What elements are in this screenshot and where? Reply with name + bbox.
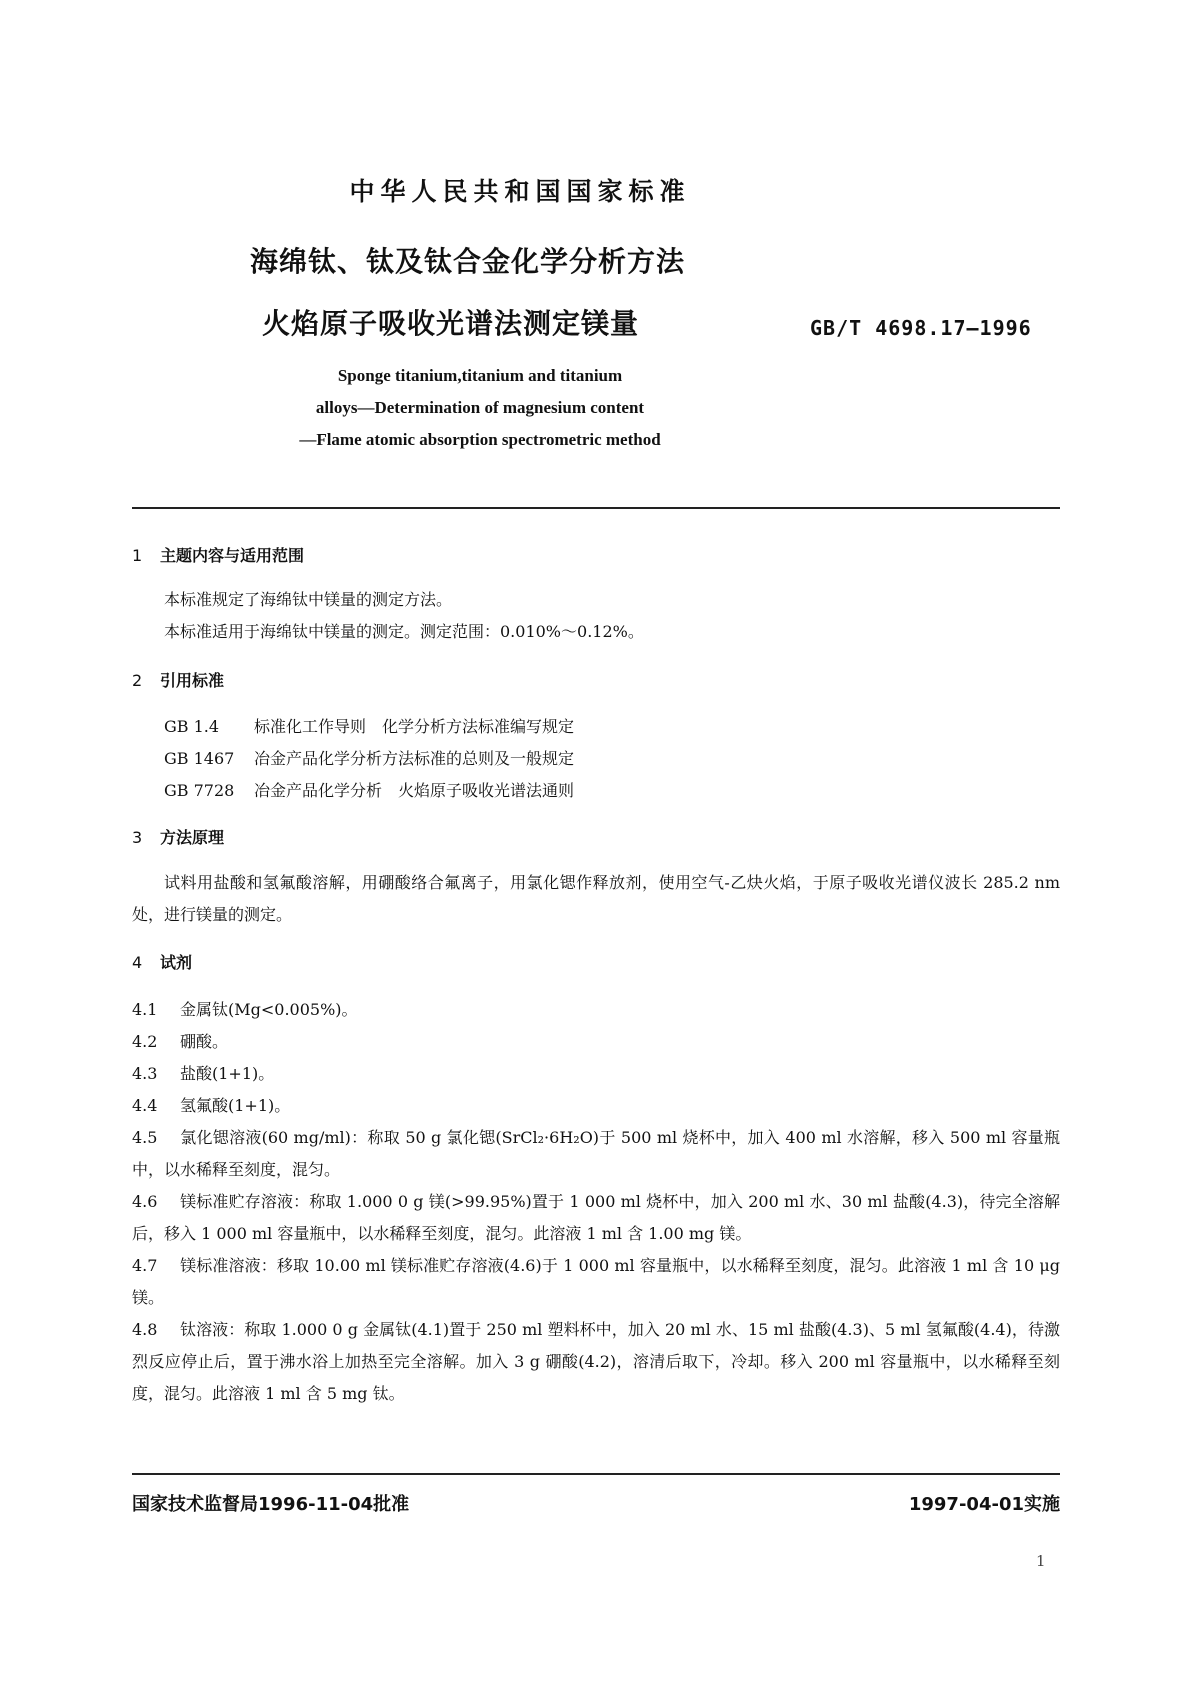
reagent-item: [132, 1026, 1060, 1058]
bottom-divider: [132, 1473, 1060, 1475]
section-title: 主题内容与适用范围: [160, 546, 305, 565]
item-text: 金属钛(Mg<0.005%)。: [180, 1000, 358, 1019]
top-divider: [132, 507, 1060, 509]
section-4-body: [132, 994, 1060, 1410]
paragraph: 本标准规定了海绵钛中镁量的测定方法。: [164, 590, 453, 609]
paragraph: 试料用盐酸和氢氟酸溶解，用硼酸络合氟离子，用氯化锶作释放剂，使用空气-乙炔火焰，于原子吸收光谱仪波长 285.2 nm 处，进行镁量的测定。: [132, 873, 1060, 924]
item-text: 镁标准溶液：移取 10.00 ml 镁标准贮存溶液(4.6)于 1 000 ml 容量瓶中，以水稀释至刻度，混匀。此溶液 1 ml 含 10 μg 镁。: [132, 1256, 1060, 1307]
reagent-item: [132, 1186, 1060, 1250]
reagent-item: [132, 1058, 1060, 1090]
section-number: 4: [132, 953, 143, 972]
standard-number: GB/T 4698.17—1996: [810, 316, 1032, 340]
approval-date: 国家技术监督局1996-11-04批准: [132, 1494, 410, 1515]
item-text: 氯化锶溶液(60 mg/ml)：称取 50 g 氯化锶(SrCl₂·6H₂O)于 500 ml 烧杯中，加入 400 ml 水溶解，移入 500 ml 容量瓶中，以水稀释至刻度，混匀。: [132, 1128, 1060, 1179]
section-3-body: [132, 867, 1060, 931]
reference-item: [132, 743, 1060, 775]
implementation-date: 1997-04-01实施: [908, 1494, 1060, 1515]
title-line-2: 火焰原子吸收光谱法测定镁量: [262, 307, 640, 340]
item-text: 硼酸。: [180, 1032, 229, 1051]
reference-code: GB 1.4: [164, 717, 220, 736]
reference-code: GB 1467: [164, 749, 235, 768]
reference-item: [132, 711, 1060, 743]
section-title: 引用标准: [160, 671, 225, 690]
reference-item: [132, 775, 1060, 807]
national-standard-heading: 中华人民共和国国家标准: [349, 177, 691, 206]
section-number: 2: [132, 671, 143, 690]
item-text: 钛溶液：称取 1.000 0 g 金属钛(4.1)置于 250 ml 塑料杯中，加入 20 ml 水、15 ml 盐酸(4.3)、5 ml 氢氟酸(4.4)，待激烈反应停止后，置于沸水浴上加热至完全溶解。加入 3 g 硼酸(4.2)，溶清后取下，冷却。移入 200 ml 容量瓶中，以水稀释至刻度，混匀。此溶液 1 ml 含 5 mg 钛。: [132, 1320, 1060, 1403]
item-number: 4.1: [132, 1000, 158, 1019]
english-title-line-2: alloys—Determination of magnesium content: [315, 398, 645, 417]
section-title: 方法原理: [160, 828, 225, 847]
section-1-heading: [132, 543, 304, 566]
reference-title: 冶金产品化学分析 火焰原子吸收光谱法通则: [254, 781, 575, 800]
section-number: 3: [132, 828, 143, 847]
item-number: 4.2: [132, 1032, 158, 1051]
paragraph: 本标准适用于海绵钛中镁量的测定。测定范围：0.010%～0.12%。: [164, 622, 644, 641]
item-text: 氢氟酸(1+1)。: [180, 1096, 291, 1115]
reference-code: GB 7728: [164, 781, 235, 800]
section-1-body: [132, 584, 1060, 648]
english-title-line-3: —Flame atomic absorption spectrometric method: [299, 430, 661, 449]
item-text: 盐酸(1+1)。: [180, 1064, 275, 1083]
section-2-body: [132, 711, 1060, 807]
section-number: 1: [132, 546, 143, 565]
item-number: 4.3: [132, 1064, 158, 1083]
item-number: 4.8: [132, 1320, 158, 1339]
reagent-item: [132, 1314, 1060, 1410]
item-number: 4.5: [132, 1128, 158, 1147]
section-4-heading: [132, 950, 192, 973]
section-2-heading: [132, 668, 224, 691]
reagent-item: [132, 1250, 1060, 1314]
item-text: 镁标准贮存溶液：称取 1.000 0 g 镁(>99.95%)置于 1 000 ml 烧杯中，加入 200 ml 水、30 ml 盐酸(4.3)，待完全溶解后，移入 1 000 ml 容量瓶中，以水稀释至刻度，混匀。此溶液 1 ml 含 1.00 mg 镁。: [132, 1192, 1060, 1243]
title-line-1: 海绵钛、钛及钛合金化学分析方法: [250, 245, 686, 278]
reagent-item: [132, 1122, 1060, 1186]
section-title: 试剂: [160, 953, 193, 972]
reference-title: 标准化工作导则 化学分析方法标准编写规定: [254, 717, 575, 736]
item-number: 4.7: [132, 1256, 158, 1275]
page-number: 1: [1036, 1552, 1046, 1570]
item-number: 4.4: [132, 1096, 158, 1115]
english-title-line-1: Sponge titanium,titanium and titanium: [337, 366, 623, 385]
reagent-item: [132, 994, 1060, 1026]
reagent-item: [132, 1090, 1060, 1122]
item-number: 4.6: [132, 1192, 158, 1211]
reference-title: 冶金产品化学分析方法标准的总则及一般规定: [254, 749, 575, 768]
section-3-heading: [132, 825, 224, 848]
